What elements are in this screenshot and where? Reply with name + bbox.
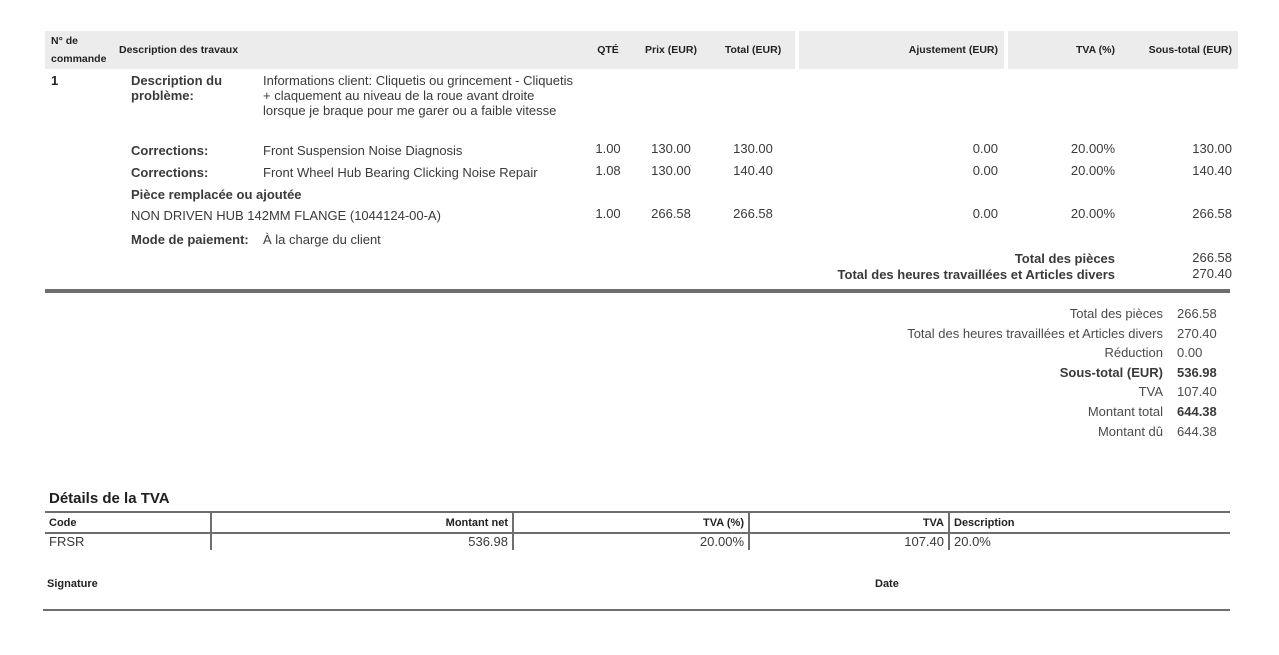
summary-label: Montant total bbox=[1087, 403, 1163, 419]
correction-label: Corrections: bbox=[131, 143, 209, 158]
vat-amount: 107.40 bbox=[749, 533, 949, 550]
correction-adjustment: 0.00 bbox=[972, 141, 999, 156]
order-number: 1 bbox=[51, 73, 59, 88]
summary-label: TVA bbox=[1138, 384, 1163, 400]
part-description: NON DRIVEN HUB 142MM FLANGE (1044124-00-A) bbox=[131, 208, 441, 223]
header-total: Total (EUR) bbox=[711, 31, 795, 69]
correction-qty: 1.00 bbox=[595, 141, 621, 156]
correction-total: 140.40 bbox=[733, 163, 773, 178]
section-total-row bbox=[45, 266, 1238, 283]
correction-subtotal: 140.40 bbox=[1192, 163, 1233, 178]
problem-text: Informations client: Cliquetis ou grincement - Cliquetis + claquement au niveau de la roue avant droite lorsque je braque pour me garer ou a faible vitesse bbox=[263, 73, 573, 118]
items-header-row bbox=[45, 31, 1238, 69]
problem-row bbox=[45, 69, 1238, 137]
part-qty: 1.00 bbox=[595, 206, 621, 221]
payment-label: Mode de paiement: bbox=[131, 232, 249, 247]
vat-header-description: Description bbox=[949, 513, 1230, 533]
problem-label: Description du problème: bbox=[131, 73, 223, 103]
header-description: Description des travaux bbox=[117, 31, 585, 69]
summary-label: Total des pièces bbox=[1069, 306, 1163, 321]
correction-total: 130.00 bbox=[733, 141, 773, 156]
header-order-no: N° de commande bbox=[45, 31, 117, 69]
totals-summary bbox=[907, 304, 1227, 441]
invoice-items-table bbox=[45, 31, 1233, 283]
summary-row bbox=[907, 324, 1227, 344]
summary-value: 270.40 bbox=[1177, 325, 1217, 341]
part-adjustment: 0.00 bbox=[972, 206, 999, 221]
section-total-value: 270.40 bbox=[1192, 266, 1233, 281]
correction-text: Front Wheel Hub Bearing Clicking Noise Repair bbox=[263, 165, 538, 180]
vat-header-code: Code bbox=[45, 513, 211, 533]
vat-header-row bbox=[45, 513, 1230, 533]
vat-details-title: Détails de la TVA bbox=[49, 490, 170, 507]
section-total-label: Total des heures travaillées et Articles divers bbox=[837, 267, 1116, 282]
correction-vat: 20.00% bbox=[1070, 163, 1116, 178]
summary-row bbox=[907, 304, 1227, 324]
part-vat: 20.00% bbox=[1070, 206, 1116, 221]
header-price: Prix (EUR) bbox=[631, 31, 711, 69]
vat-rate: 20.00% bbox=[513, 533, 749, 550]
summary-row bbox=[907, 422, 1227, 442]
part-row bbox=[45, 202, 1238, 226]
correction-label: Corrections: bbox=[131, 165, 209, 180]
correction-row bbox=[45, 137, 1238, 159]
parts-heading-row bbox=[45, 181, 1238, 202]
part-subtotal: 266.58 bbox=[1192, 206, 1233, 221]
vat-details-table bbox=[45, 511, 1230, 550]
section-total-label: Total des pièces bbox=[1014, 251, 1116, 266]
payment-row bbox=[45, 226, 1238, 248]
vat-header-net: Montant net bbox=[211, 513, 513, 533]
correction-price: 130.00 bbox=[651, 163, 691, 178]
summary-label: Total des heures travaillées et Articles divers bbox=[907, 325, 1163, 341]
header-adjustment: Ajustement (EUR) bbox=[799, 31, 1004, 69]
date-label: Date bbox=[875, 578, 899, 590]
summary-row bbox=[907, 402, 1227, 422]
summary-row bbox=[907, 382, 1227, 402]
summary-value: 644.38 bbox=[1177, 423, 1217, 439]
correction-vat: 20.00% bbox=[1070, 141, 1116, 156]
summary-value: 266.58 bbox=[1177, 306, 1217, 321]
vat-row bbox=[45, 533, 1230, 550]
correction-adjustment: 0.00 bbox=[972, 163, 999, 178]
correction-qty: 1.08 bbox=[595, 163, 621, 178]
header-subtotal: Sous-total (EUR) bbox=[1121, 31, 1238, 69]
signature-label: Signature bbox=[47, 578, 98, 590]
vat-description: 20.0% bbox=[954, 534, 991, 549]
correction-text: Front Suspension Noise Diagnosis bbox=[263, 143, 463, 158]
part-total: 266.58 bbox=[733, 206, 773, 221]
summary-value: 0.00 bbox=[1177, 345, 1203, 361]
section-total-row bbox=[45, 248, 1238, 266]
summary-label: Réduction bbox=[1104, 345, 1163, 361]
correction-price: 130.00 bbox=[651, 141, 691, 156]
summary-value: 107.40 bbox=[1177, 384, 1217, 400]
header-qty: QTÉ bbox=[585, 31, 631, 69]
vat-code: FRSR bbox=[45, 533, 211, 550]
summary-row bbox=[907, 363, 1227, 383]
parts-heading: Pièce remplacée ou ajoutée bbox=[131, 187, 302, 202]
header-vat: TVA (%) bbox=[1008, 31, 1121, 69]
signature-line bbox=[43, 609, 1230, 611]
summary-value: 536.98 bbox=[1177, 364, 1217, 380]
summary-label: Sous-total (EUR) bbox=[1059, 364, 1163, 380]
vat-net-amount: 536.98 bbox=[211, 533, 513, 550]
summary-value: 644.38 bbox=[1177, 403, 1217, 419]
summary-row bbox=[907, 343, 1227, 363]
vat-header-rate: TVA (%) bbox=[513, 513, 749, 533]
section-divider bbox=[45, 289, 1230, 293]
section-total-value: 266.58 bbox=[1192, 250, 1233, 265]
vat-header-amount: TVA bbox=[749, 513, 949, 533]
payment-method: À la charge du client bbox=[263, 232, 381, 247]
summary-label: Montant dû bbox=[1097, 423, 1163, 439]
part-price: 266.58 bbox=[651, 206, 691, 221]
correction-subtotal: 130.00 bbox=[1192, 141, 1233, 156]
correction-row bbox=[45, 159, 1238, 181]
